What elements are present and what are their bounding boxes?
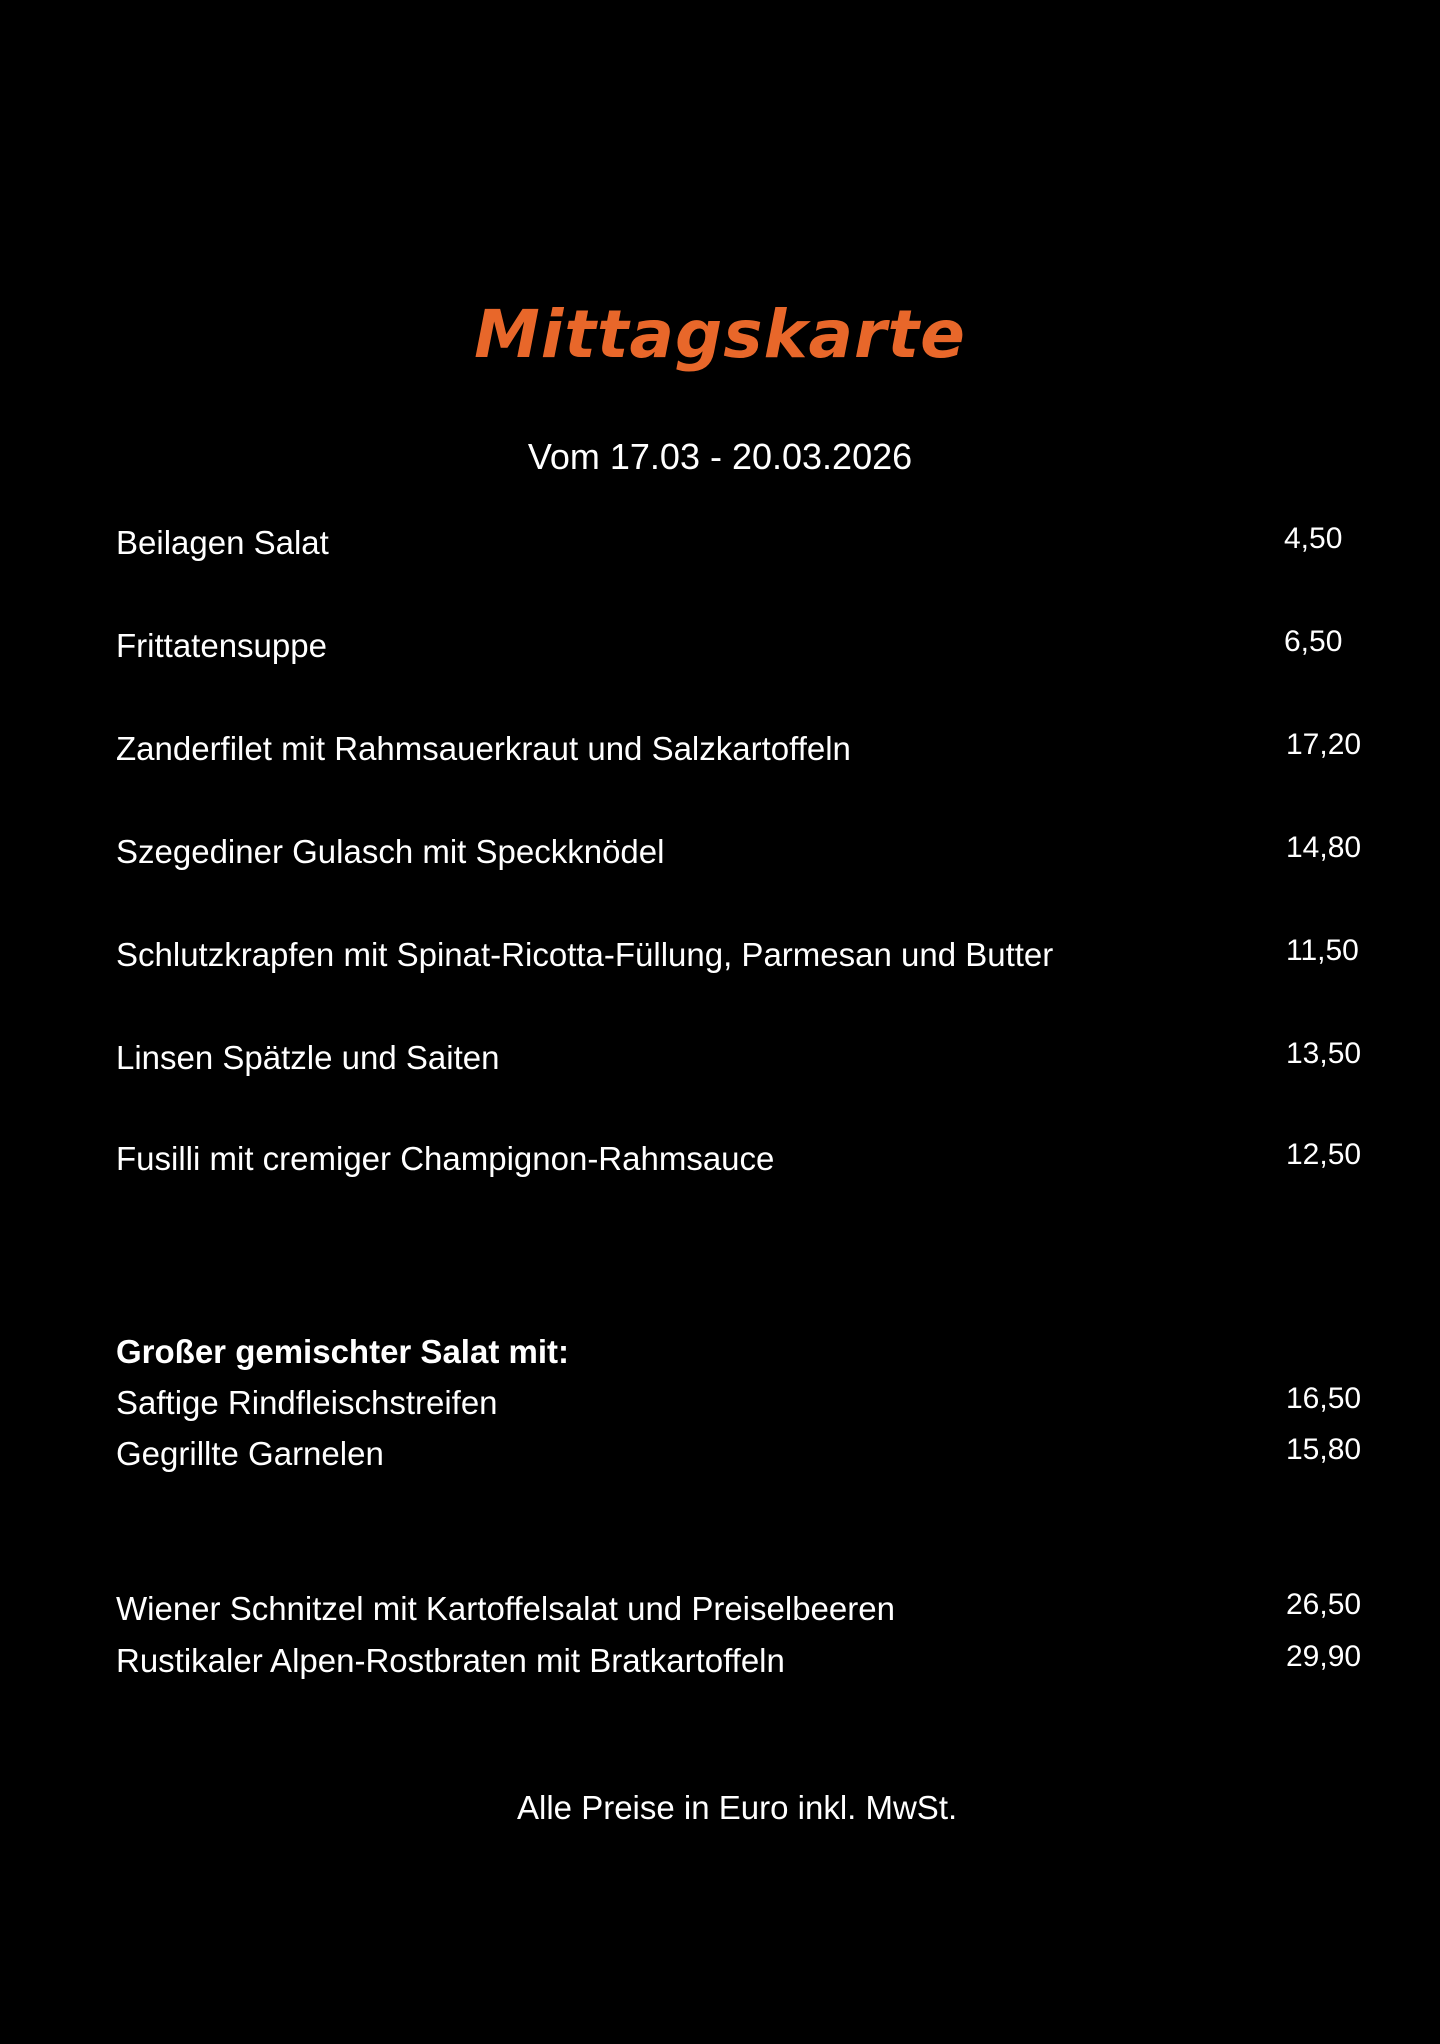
salad-item-name: Saftige Rindfleischstreifen xyxy=(116,1384,498,1421)
special-item-name: Rustikaler Alpen-Rostbraten mit Bratkartoffeln xyxy=(116,1642,785,1679)
date-range xyxy=(0,432,1440,482)
menu-item-price: 4,50 xyxy=(1284,522,1343,555)
menu-item-price: 12,50 xyxy=(1286,1138,1362,1171)
menu-item xyxy=(116,621,1366,671)
special-item-name: Wiener Schnitzel mit Kartoffelsalat und Preiselbeeren xyxy=(116,1590,895,1627)
menu-item-name: Szegediner Gulasch mit Speckknödel xyxy=(116,833,665,870)
menu-item xyxy=(116,1134,1366,1184)
menu-item-name: Frittatensuppe xyxy=(116,627,327,664)
special-item-price: 26,50 xyxy=(1286,1588,1362,1621)
salad-item-name: Gegrillte Garnelen xyxy=(116,1435,384,1472)
special-item xyxy=(116,1636,1366,1686)
menu-item xyxy=(116,827,1366,877)
salad-item-price: 15,80 xyxy=(1286,1433,1362,1466)
menu-item-price: 17,20 xyxy=(1286,728,1362,761)
menu-item-name: Fusilli mit cremiger Champignon-Rahmsauce xyxy=(116,1140,775,1177)
date-range-text: Vom 17.03 - 20.03.2026 xyxy=(527,436,913,477)
menu-item-price: 14,80 xyxy=(1286,831,1362,864)
menu-item-name: Schlutzkrapfen mit Spinat-Ricotta-Füllung, Parmesan und Butter xyxy=(116,936,1054,973)
menu-item xyxy=(116,724,1366,774)
salad-item-price: 16,50 xyxy=(1286,1382,1362,1415)
special-item xyxy=(116,1584,1366,1634)
salad-item xyxy=(116,1429,1366,1479)
special-item-price: 29,90 xyxy=(1286,1640,1362,1673)
menu-item-name: Zanderfilet mit Rahmsauerkraut und Salzkartoffeln xyxy=(116,730,851,767)
salad-item xyxy=(116,1378,1366,1428)
salad-section-heading: Großer gemischter Salat mit: xyxy=(116,1333,569,1370)
menu-item xyxy=(116,1033,1366,1083)
menu-item xyxy=(116,518,1366,568)
menu-item-price: 6,50 xyxy=(1284,625,1343,658)
menu-item-price: 11,50 xyxy=(1286,934,1359,967)
price-note-footer: Alle Preise in Euro inkl. MwSt. xyxy=(517,1789,958,1826)
menu-item xyxy=(116,930,1366,980)
menu-title: Mittagskarte xyxy=(474,296,966,373)
menu-item-name: Beilagen Salat xyxy=(116,524,329,561)
menu-item-price: 13,50 xyxy=(1286,1037,1362,1070)
menu-item-name: Linsen Spätzle und Saiten xyxy=(116,1039,500,1076)
